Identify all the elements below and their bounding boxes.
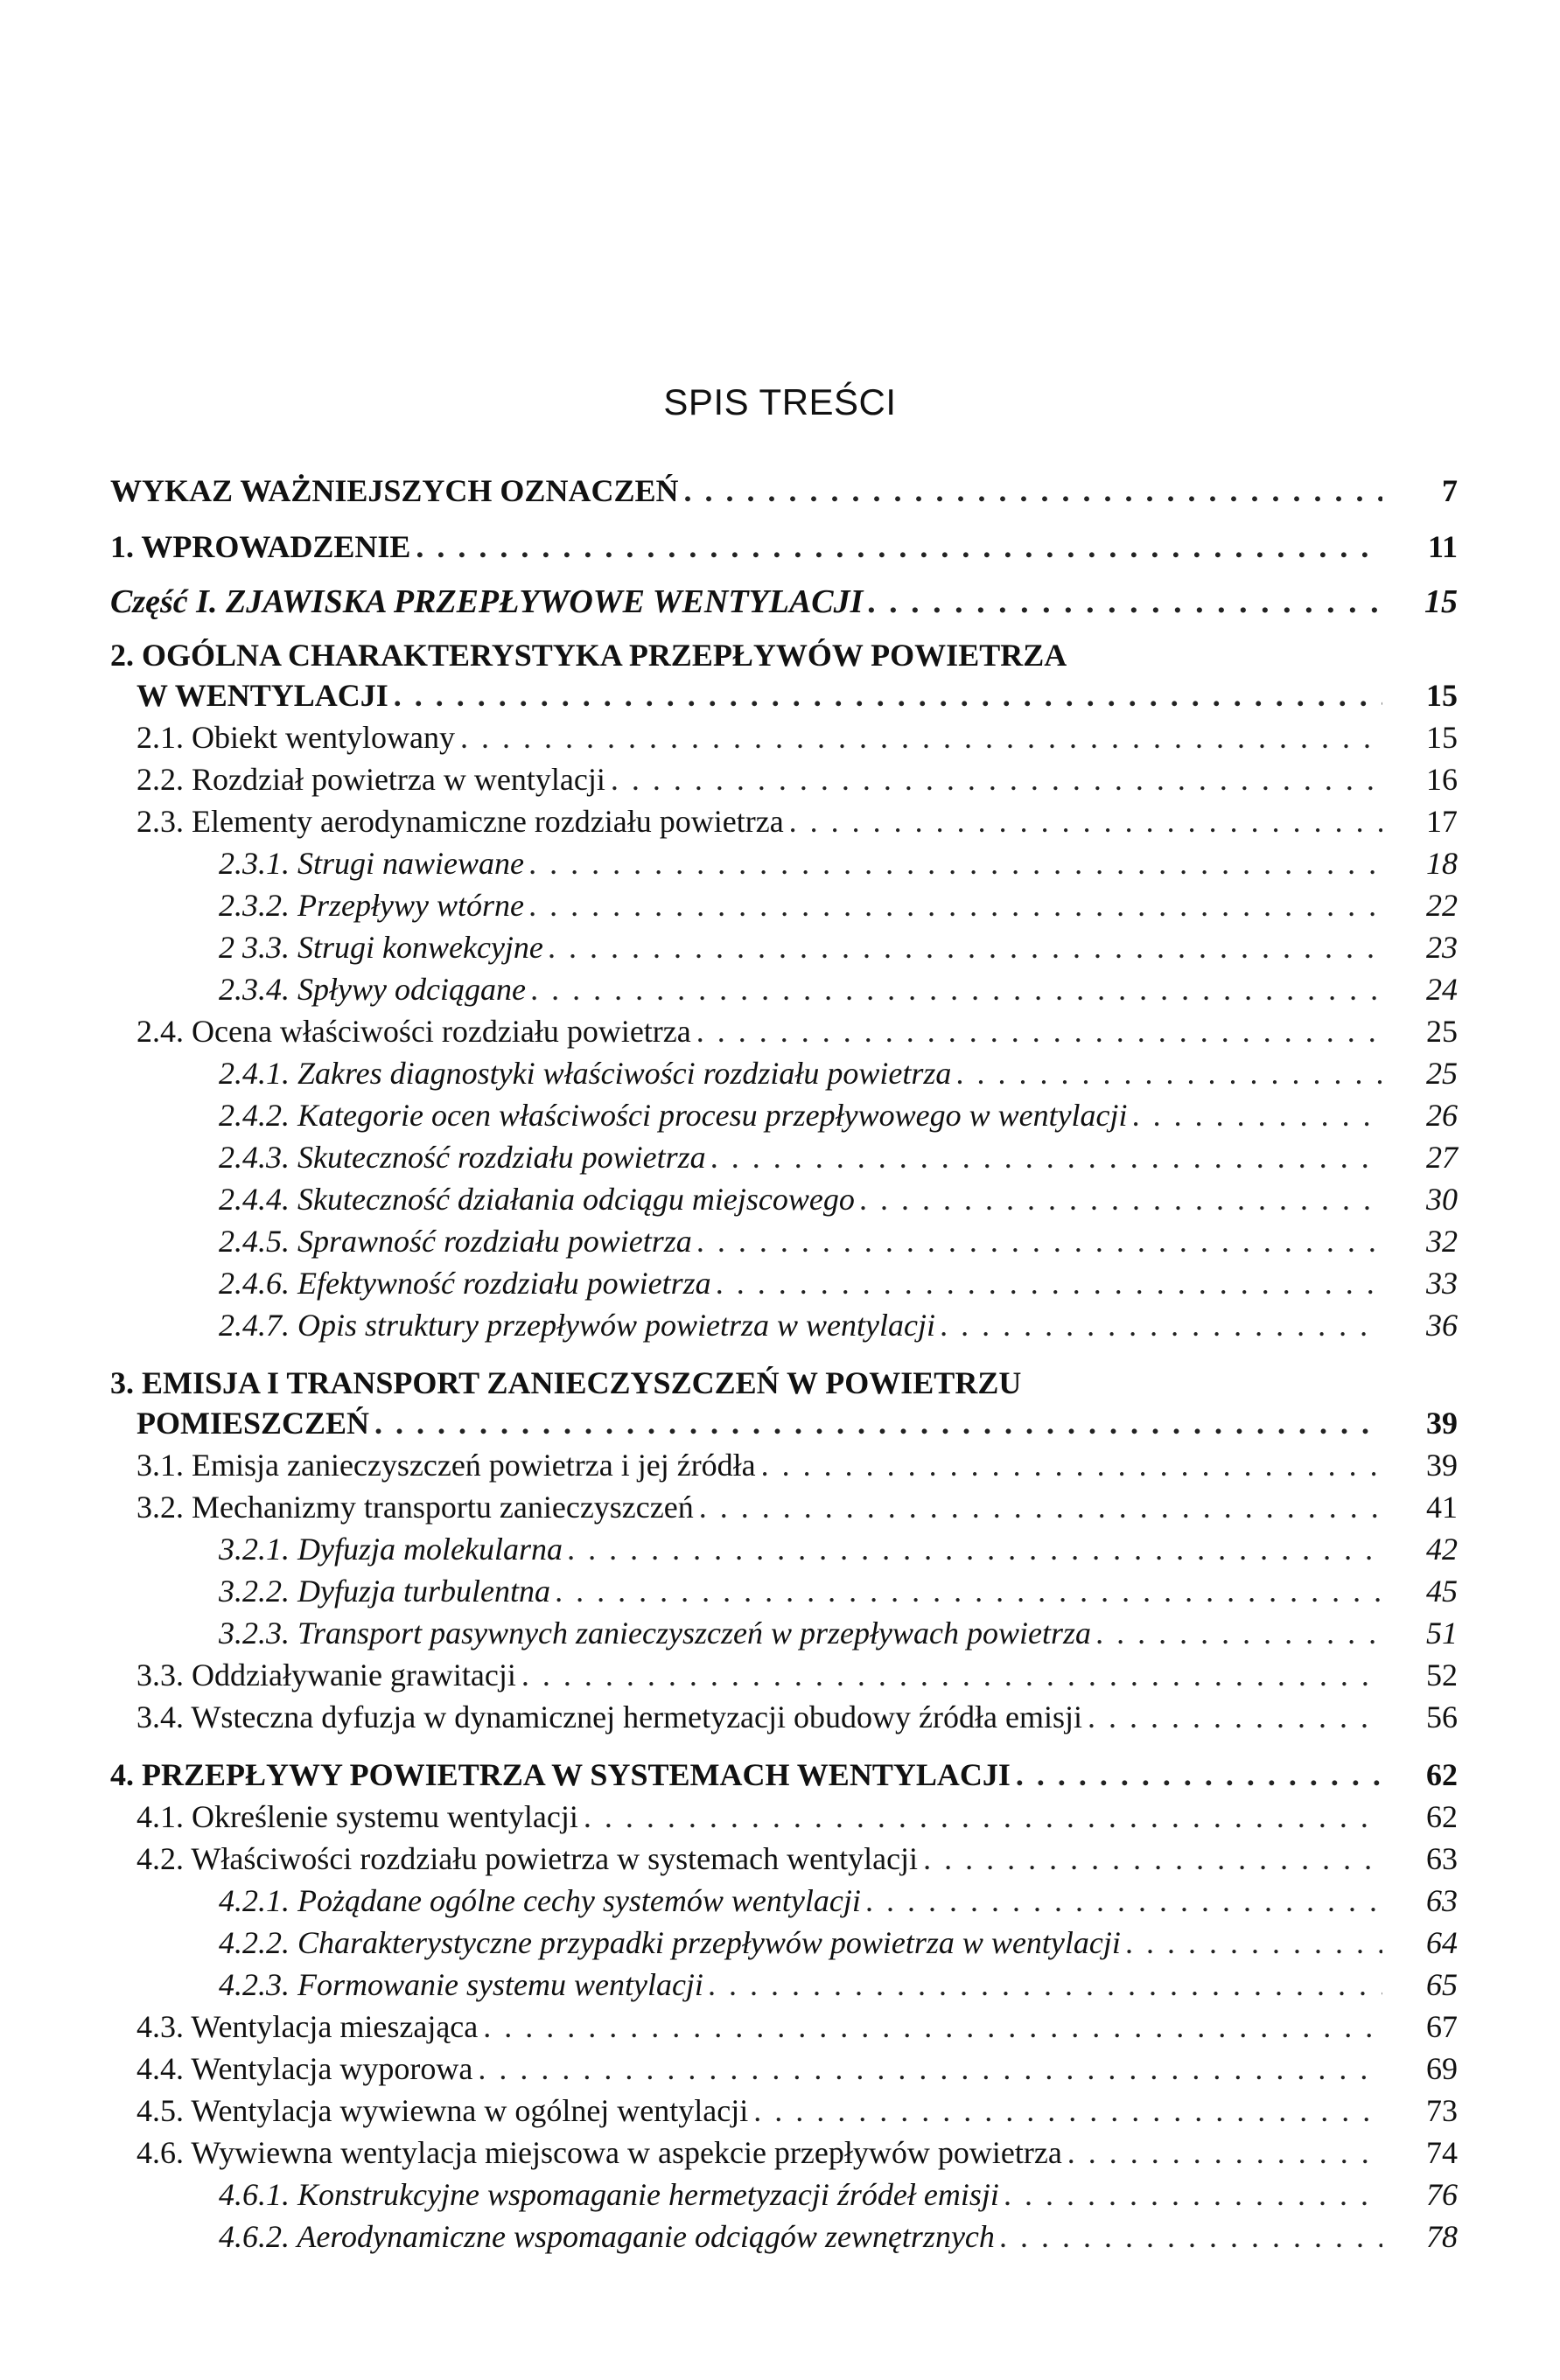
dot-leader — [1067, 2134, 1382, 2171]
dot-leader — [549, 929, 1382, 966]
toc-entry-title: Strugi konwekcyjne — [297, 930, 543, 965]
dot-leader — [941, 1307, 1382, 1344]
toc-entry[interactable] — [110, 971, 1458, 1013]
toc-entry-label — [136, 1840, 918, 1877]
toc-entry-label — [136, 2092, 748, 2129]
toc-entry-label — [219, 845, 524, 882]
toc-entry-title: Wywiewna wentylacja miejscowa w aspekcie przepływów powietrza — [191, 2135, 1062, 2170]
toc-entry-page-number: 24 — [1426, 972, 1458, 1007]
dot-leader — [483, 2008, 1382, 2045]
toc-entry-page-number: 39 — [1426, 1406, 1458, 1441]
toc-entry-page-number: 23 — [1426, 930, 1458, 965]
toc-entry[interactable] — [110, 761, 1458, 803]
toc-entry-title: Transport pasywnych zanieczyszczeń w przepływach powietrza — [297, 1616, 1091, 1651]
toc-entry-title: Opis struktury przepływów powietrza w wentylacji — [297, 1308, 935, 1343]
toc-entry[interactable] — [110, 1615, 1458, 1657]
toc-entry-label — [136, 1405, 369, 1441]
toc-entry-page-number: 22 — [1426, 888, 1458, 923]
toc-entry[interactable] — [110, 1307, 1458, 1349]
dot-leader — [611, 761, 1382, 798]
dot-leader — [866, 1882, 1382, 1919]
toc-entry-label — [219, 2176, 999, 2213]
toc-entry-number: 4.6.1. — [219, 2177, 290, 2212]
toc-entry-page-number: 32 — [1426, 1224, 1458, 1259]
dot-leader — [416, 528, 1382, 565]
toc-entry-page-number: 78 — [1426, 2219, 1458, 2254]
toc-entry-title: Wentylacja wyporowa — [191, 2051, 473, 2086]
toc-entry-page-number: 11 — [1427, 529, 1458, 564]
toc-entry[interactable] — [110, 803, 1458, 845]
toc-entry-number: 2 3.3. — [219, 930, 290, 965]
toc-entry-page-number: 16 — [1426, 762, 1458, 797]
toc-entry-title: Emisja zanieczyszczeń powietrza i jej źródła — [192, 1448, 756, 1483]
toc-entry-number: 2.3.1. — [219, 846, 290, 881]
toc-entry-number: 2.2. — [136, 762, 184, 797]
dot-leader — [1004, 2176, 1382, 2213]
toc-entry-label — [136, 761, 605, 798]
toc-entry-page-number: 62 — [1426, 1799, 1458, 1834]
dot-leader — [789, 803, 1382, 840]
toc-entry[interactable] — [110, 677, 1458, 719]
toc-entry-number: 4.6. — [136, 2135, 184, 2170]
toc-entry-number: 4.2.2. — [219, 1925, 290, 1960]
toc-entry-page-number: 25 — [1426, 1056, 1458, 1091]
toc-entry-page-number: 39 — [1426, 1448, 1458, 1483]
toc-entry-label — [136, 2050, 472, 2087]
toc-entry-number: 2.4.4. — [219, 1182, 290, 1217]
toc-entry-page-number: 26 — [1426, 1098, 1458, 1133]
toc-entry-label — [219, 971, 526, 1008]
toc-entry-number: 2.3. — [136, 804, 184, 839]
toc-entry-title: Rozdział powietrza w wentylacji — [192, 762, 605, 797]
toc-entry-title: WPROWADZENIE — [141, 529, 411, 564]
toc-entry-page-number: 36 — [1426, 1308, 1458, 1343]
toc-entry-page-number: 76 — [1426, 2177, 1458, 2212]
toc-entry-page-number: 15 — [1426, 678, 1458, 713]
toc-entry-number: 4. — [110, 1757, 134, 1792]
dot-leader — [697, 1223, 1382, 1260]
toc-entry-page-number: 25 — [1426, 1014, 1458, 1049]
toc-entry-label — [110, 1756, 1011, 1793]
toc-entry-title: Przepływy wtórne — [297, 888, 524, 923]
toc-entry-page-number: 65 — [1426, 1967, 1458, 2002]
toc-entry[interactable] — [110, 929, 1458, 971]
toc-entry-number: 3. — [110, 1365, 134, 1400]
toc-entry-label — [136, 2008, 478, 2045]
toc-entry[interactable] — [110, 1531, 1458, 1573]
toc-entry-title: Sprawność rozdziału powietrza — [297, 1224, 692, 1259]
toc-entry-page-number: 41 — [1426, 1490, 1458, 1525]
toc-entry-page-number: 15 — [1426, 720, 1458, 755]
toc-entry-number: 3.2.2. — [219, 1574, 290, 1609]
toc-entry-title: Kategorie ocen właściwości procesu przepływowego w wentylacji — [297, 1098, 1128, 1133]
toc-entry-label — [136, 719, 455, 756]
toc-entry[interactable] — [110, 1966, 1458, 2008]
toc-entry[interactable] — [110, 528, 1458, 583]
dot-leader — [529, 845, 1382, 882]
toc-entry-number: 2.1. — [136, 720, 184, 755]
toc-entry-title: Ocena właściwości rozdziału powietrza — [192, 1014, 691, 1049]
toc-entry-title: Wsteczna dyfuzja w dynamicznej hermetyzacji obudowy źródła emisji — [191, 1700, 1082, 1734]
toc-entry-label — [219, 1223, 692, 1260]
toc-entry[interactable] — [110, 2050, 1458, 2092]
toc-entry-page-number: 45 — [1426, 1574, 1458, 1609]
toc-entry-page-number: 69 — [1426, 2051, 1458, 2086]
toc-entry-label — [219, 1924, 1121, 1961]
toc-entry-number: 2.4.3. — [219, 1140, 290, 1175]
toc-entry-label — [136, 2134, 1062, 2171]
toc-entry-title: Wentylacja wywiewna w ogólnej wentylacji — [191, 2093, 749, 2128]
toc-entry[interactable] — [110, 2218, 1458, 2260]
toc-entry-page-number: 63 — [1426, 1883, 1458, 1918]
toc-entry-title: Zakres diagnostyki właściwości rozdziału powietrza — [297, 1056, 952, 1091]
toc-entry[interactable] — [110, 1924, 1458, 1966]
toc-entry[interactable] — [110, 583, 1458, 637]
toc-entry-label — [219, 1615, 1091, 1651]
toc-entry-title: Określenie systemu wentylacji — [192, 1799, 578, 1834]
toc-entry-number: 2.4.1. — [219, 1056, 290, 1091]
dot-leader — [374, 1405, 1382, 1441]
toc-entry-title: Strugi nawiewane — [297, 846, 524, 881]
toc-entry-number: 4.2.3. — [219, 1967, 290, 2002]
toc-entry[interactable] — [110, 1223, 1458, 1265]
dot-leader — [1133, 1097, 1382, 1134]
toc-entry-label — [136, 1699, 1082, 1735]
toc-entry-title: Pożądane ogólne cechy systemów wentylacji — [297, 1883, 861, 1918]
dot-leader — [696, 1013, 1382, 1050]
toc-entry-title: OGÓLNA CHARAKTERYSTYKA PRZEPŁYWÓW POWIETRZA — [142, 638, 1067, 673]
dot-leader — [529, 887, 1382, 924]
toc-entry-number: 4.4. — [136, 2051, 184, 2086]
dot-leader — [521, 1657, 1382, 1693]
dot-leader — [709, 1966, 1382, 2003]
toc-entry-page-number: 56 — [1426, 1700, 1458, 1734]
dot-leader — [460, 719, 1382, 756]
dot-leader — [860, 1181, 1382, 1218]
toc-entry-label — [219, 1139, 706, 1176]
toc-entry[interactable] — [110, 887, 1458, 929]
toc-entry-number: 2.4.7. — [219, 1308, 290, 1343]
toc-entry-label — [219, 1055, 951, 1092]
toc-entry-page-number: 62 — [1426, 1757, 1458, 1792]
toc-entry-title: Wentylacja mieszająca — [191, 2009, 479, 2044]
toc-entry-number: 3.4. — [136, 1700, 184, 1734]
dot-leader — [711, 1139, 1382, 1176]
toc-entry-label — [219, 1882, 861, 1919]
toc-entry-number: 3.1. — [136, 1448, 184, 1483]
toc-entry-number: 4.2.1. — [219, 1883, 290, 1918]
toc-entry[interactable] — [110, 2134, 1458, 2176]
dot-leader — [1000, 2218, 1382, 2255]
toc-entry-page-number: 63 — [1426, 1841, 1458, 1876]
toc-entry-title: Formowanie systemu wentylacji — [297, 1967, 703, 2002]
toc-entry[interactable] — [110, 719, 1458, 761]
toc-entry-page-number: 7 — [1442, 473, 1458, 508]
toc-entry-number: 4.6.2. — [219, 2219, 290, 2254]
toc-entry-label — [219, 2218, 995, 2255]
dot-leader — [478, 2050, 1382, 2087]
toc-entry[interactable] — [110, 1405, 1458, 1447]
dot-leader — [761, 1447, 1382, 1483]
toc-entry-number: 3.2.1. — [219, 1532, 290, 1567]
toc-entry-title: Dyfuzja turbulentna — [297, 1574, 550, 1609]
toc-entry-page-number: 52 — [1426, 1658, 1458, 1693]
toc-entry[interactable] — [110, 1699, 1458, 1741]
toc-entry-label — [219, 1265, 711, 1302]
toc-entry[interactable] — [110, 1489, 1458, 1531]
toc-entry-title: Efektywność rozdziału powietrza — [297, 1266, 711, 1301]
toc-entry-label — [136, 1657, 516, 1693]
toc-entry-label — [219, 929, 543, 966]
toc-entry-title: WYKAZ WAŻNIEJSZYCH OZNACZEŃ — [110, 473, 679, 508]
toc-entry-number: 2.4.2. — [219, 1098, 290, 1133]
toc-entry-page-number: 64 — [1426, 1925, 1458, 1960]
toc-entry-title: Skuteczność rozdziału powietrza — [297, 1140, 706, 1175]
toc-entry-title: Obiekt wentylowany — [192, 720, 455, 755]
toc-entry[interactable] — [110, 1882, 1458, 1924]
dot-leader — [556, 1573, 1382, 1609]
toc-entry[interactable] — [110, 1181, 1458, 1223]
toc-entry[interactable] — [110, 1573, 1458, 1615]
dot-leader — [1088, 1699, 1382, 1735]
toc-entry[interactable] — [110, 2008, 1458, 2050]
toc-entry-label — [110, 1364, 1021, 1401]
dot-leader — [531, 971, 1382, 1008]
toc-entry-label — [136, 803, 784, 840]
toc-entry-page-number: 27 — [1426, 1140, 1458, 1175]
toc-entry-number: 2.3.4. — [219, 972, 290, 1007]
toc-entry-number: 3.2.3. — [219, 1616, 290, 1651]
toc-entry-title: Aerodynamiczne wspomaganie odciągów zewnętrznych — [297, 2219, 995, 2254]
toc-entry-page-number: 30 — [1426, 1182, 1458, 1217]
dot-leader — [1096, 1615, 1382, 1651]
dot-leader — [394, 677, 1382, 714]
toc-entry[interactable] — [110, 845, 1458, 887]
toc-entry[interactable] — [110, 2092, 1458, 2134]
toc-entry-page-number: 51 — [1426, 1616, 1458, 1651]
dot-leader — [699, 1489, 1382, 1525]
toc-entry-label — [136, 677, 388, 714]
toc-entry-page-number: 42 — [1426, 1532, 1458, 1567]
toc-entry-label — [219, 1181, 855, 1218]
page-title: SPIS TREŚCI — [663, 381, 897, 422]
toc-entry-title: Oddziaływanie grawitacji — [192, 1658, 516, 1693]
table-of-contents — [110, 472, 1458, 2260]
toc-entry-label — [136, 1447, 756, 1483]
toc-entry-number: 3.2. — [136, 1490, 184, 1525]
toc-entry[interactable] — [110, 1657, 1458, 1699]
toc-entry-title: Dyfuzja molekularna — [297, 1532, 563, 1567]
toc-entry-page-number: 67 — [1426, 2009, 1458, 2044]
toc-entry[interactable] — [110, 1055, 1458, 1097]
toc-entry-number: 2.4. — [136, 1014, 184, 1049]
toc-entry[interactable] — [110, 1265, 1458, 1307]
toc-entry-title: W WENTYLACJI — [136, 678, 388, 713]
toc-entry-number: 2.3.2. — [219, 888, 290, 923]
toc-entry-label — [110, 637, 1067, 674]
toc-entry[interactable] — [110, 1798, 1458, 1840]
toc-entry-number: 4.1. — [136, 1799, 184, 1834]
toc-entry-label — [219, 1966, 703, 2003]
toc-entry-label — [136, 1798, 578, 1835]
dot-leader — [753, 2092, 1382, 2129]
toc-entry-label — [110, 583, 863, 621]
toc-entry-label — [219, 1573, 550, 1609]
toc-entry[interactable] — [110, 1756, 1458, 1798]
dot-leader — [717, 1265, 1382, 1302]
dot-leader — [956, 1055, 1382, 1092]
toc-entry-title: Część I. ZJAWISKA PRZEPŁYWOWE WENTYLACJI — [110, 583, 864, 620]
toc-entry-label — [136, 1013, 691, 1050]
toc-entry-page-number: 15 — [1424, 583, 1458, 620]
toc-entry-title: Skuteczność działania odciągu miejscowego — [297, 1182, 855, 1217]
toc-entry[interactable] — [110, 1364, 1458, 1405]
toc-entry-title: Właściwości rozdziału powietrza w systemach wentylacji — [191, 1841, 919, 1876]
toc-entry[interactable] — [110, 1139, 1458, 1181]
toc-entry[interactable] — [110, 1447, 1458, 1489]
toc-entry-number: 4.2. — [136, 1841, 184, 1876]
toc-entry-number: 4.3. — [136, 2009, 184, 2044]
toc-entry-title: Spływy odciągane — [297, 972, 526, 1007]
dot-leader — [868, 583, 1382, 621]
toc-entry-number: 2.4.6. — [219, 1266, 290, 1301]
dot-leader — [1016, 1756, 1382, 1793]
toc-entry-number: 2. — [110, 638, 134, 673]
toc-entry-page-number: 17 — [1426, 804, 1458, 839]
toc-entry[interactable] — [110, 472, 1458, 528]
toc-entry-label — [219, 887, 524, 924]
toc-entry-number: 4.5. — [136, 2093, 184, 2128]
toc-entry-label — [219, 1531, 563, 1567]
toc-entry[interactable] — [110, 1840, 1458, 1882]
dot-leader — [568, 1531, 1382, 1567]
toc-entry-title: POMIESZCZEŃ — [136, 1406, 370, 1441]
toc-entry-label — [219, 1097, 1128, 1134]
toc-entry[interactable] — [110, 2176, 1458, 2218]
toc-entry-label — [110, 528, 410, 565]
toc-entry-page-number: 74 — [1426, 2135, 1458, 2170]
dot-leader — [923, 1840, 1382, 1877]
toc-entry[interactable] — [110, 1097, 1458, 1139]
toc-entry-label — [136, 1489, 694, 1525]
toc-entry-title: Konstrukcyjne wspomaganie hermetyzacji źródeł emisji — [297, 2177, 999, 2212]
toc-entry-title: PRZEPŁYWY POWIETRZA W SYSTEMACH WENTYLACJI — [142, 1757, 1011, 1792]
toc-entry-title: Charakterystyczne przypadki przepływów powietrza w wentylacji — [297, 1925, 1121, 1960]
toc-entry-number: 1. — [110, 529, 134, 564]
toc-entry-title: Elementy aerodynamiczne rozdziału powietrza — [192, 804, 784, 839]
toc-entry-title: EMISJA I TRANSPORT ZANIECZYSZCZEŃ W POWIETRZU — [142, 1365, 1022, 1400]
toc-entry-page-number: 18 — [1426, 846, 1458, 881]
toc-entry[interactable] — [110, 1013, 1458, 1055]
dot-leader — [584, 1798, 1382, 1835]
dot-leader — [1126, 1924, 1382, 1961]
dot-leader — [683, 472, 1382, 509]
toc-entry-number: 3.3. — [136, 1658, 184, 1693]
toc-entry-label — [219, 1307, 935, 1344]
toc-entry-number: 2.4.5. — [219, 1224, 290, 1259]
toc-entry-page-number: 33 — [1426, 1266, 1458, 1301]
toc-entry-page-number: 73 — [1426, 2093, 1458, 2128]
toc-entry[interactable] — [110, 637, 1458, 677]
toc-entry-label — [110, 472, 678, 509]
toc-entry-title: Mechanizmy transportu zanieczyszczeń — [192, 1490, 694, 1525]
